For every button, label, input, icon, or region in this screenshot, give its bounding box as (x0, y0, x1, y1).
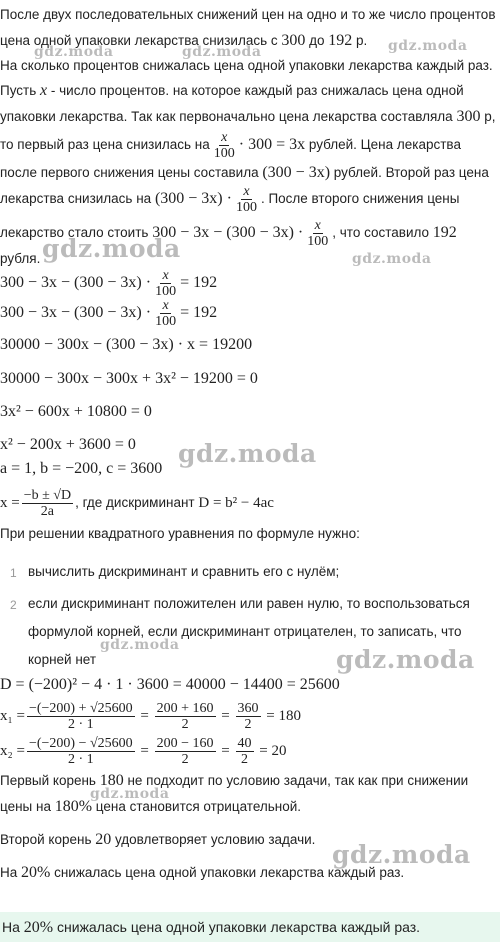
text-line: На 20% снижалась цена одной упаковки лекарства каждый раз. (0, 864, 405, 881)
text-line: то первый раз цена снизилась на $\frac{x}{100}$ · 300 = 3x рублей. Цена лекарства (0, 129, 461, 161)
equation: 30000 − 300x − 300x + 3x² − 19200 = 0 (0, 370, 258, 387)
text-line: Второй корень 20 удовлетворяет условию задачи. (0, 831, 316, 848)
list-item: корней нет (28, 652, 97, 667)
text-line: рубля. (0, 251, 41, 266)
equation: 30000 − 300x − (300 − 3x) · x = 19200 (0, 336, 253, 353)
equation: 300 − 3x − (300 − 3x) · $\frac{x}{100}$ = 192 (0, 267, 218, 299)
equation: 300 − 3x − (300 − 3x) · $\frac{x}{100}$ = 192 (0, 297, 218, 329)
fraction: $\frac{x}{100}$ (155, 297, 177, 329)
text-line: лекарство стало стоить 300 − 3x − (300 − 3x) · $\frac{x}{100}$ , что составило 192 (0, 217, 457, 249)
list-item: если дискриминант положителен или равен нулю, то воспользоваться (28, 596, 470, 611)
watermark: gdz.moda (34, 44, 114, 60)
text-line: Пусть x - число процентов. на которое каждый раз снижалась цена одной (0, 82, 464, 99)
equation: 3x² − 600x + 10800 = 0 (0, 403, 152, 420)
text-line: после первого снижения цены составила (300 − 3x) рублей. Второй раз цена (0, 164, 489, 181)
text-line: цена одной упаковки лекарства снизилась с 300 до 192 р. (0, 32, 368, 49)
watermark: gdz.moda (336, 645, 475, 674)
watermark: gdz.moda (42, 234, 181, 263)
fraction: $\frac{-(-200) + √25600}{2 \cdot 1}$ (28, 701, 133, 733)
fraction: $\frac{40}{2}$ (237, 736, 252, 768)
equation: x² − 200x + 3600 = 0 (0, 436, 136, 453)
equation: a = 1, b = −200, c = 3600 (0, 460, 163, 477)
fraction: $\frac{360}{2}$ (237, 701, 259, 733)
watermark: gdz.moda (388, 38, 468, 54)
fraction: $\frac{-(-200) - √25600}{2 \cdot 1}$ (28, 736, 133, 768)
quadratic-formula: x = $\frac{-b \pm √D}{2a}$ , где дискриминант D = b² − 4ac (0, 488, 274, 520)
list-number: 1 (10, 566, 17, 580)
watermark: gdz.moda (352, 251, 432, 267)
fraction: $\frac{x}{100}$ (213, 129, 235, 161)
watermark: gdz.moda (178, 439, 317, 468)
watermark: gdz.moda (100, 637, 180, 653)
fraction: $\frac{x}{100}$ (155, 267, 177, 299)
watermark: gdz.moda (182, 44, 262, 60)
answer-line: На 20% снижалась цена одной упаковки лекарства каждый раз. (2, 919, 421, 936)
equation: D = (−200)² − 4 · 1 · 3600 = 40000 − 14400 = 25600 (0, 676, 340, 693)
root-x2: x₂ = $\frac{-(-200) - √25600}{2 \cdot 1}$ = $\frac{200 - 160}{2}$ = $\frac{40}{2}$ = 20 (0, 736, 287, 768)
text-line: Первый корень 180 не подходит по условию задачи, так как при снижении (0, 772, 469, 789)
text-line: После двух последовательных снижений цен на одно и то же число процентов (0, 7, 496, 22)
watermark: gdz.moda (332, 840, 471, 869)
text-line: цены на 180% цена становится отрицательной. (0, 798, 302, 815)
text-line: При решении квадратного уравнения по формуле нужно: (0, 526, 360, 541)
watermark: gdz.moda (90, 786, 170, 802)
question-line: На сколько процентов снижалась цена одной упаковки лекарства каждый раз. (0, 58, 493, 73)
text-line: лекарства снизилась на (300 − 3x) · $\frac{x}{100}$ . После второго снижения цены (0, 183, 460, 215)
root-x1: x₁ = $\frac{-(-200) + √25600}{2 \cdot 1}$ = $\frac{200 + 160}{2}$ = $\frac{360}{2}$ = 180 (0, 701, 301, 733)
fraction: $\frac{-b \pm √D}{2a}$ (23, 488, 72, 520)
list-item: формулой корней, если дискриминант отрицателен, то записать, что (28, 624, 462, 639)
list-number: 2 (10, 598, 17, 612)
fraction: $\frac{200 - 160}{2}$ (156, 736, 214, 768)
list-item: вычислить дискриминант и сравнить его с нулём; (28, 564, 340, 579)
fraction: $\frac{200 + 160}{2}$ (156, 701, 214, 733)
text-line: упаковки лекарства. Так как первоначально цена лекарства составляла 300 р, (0, 108, 496, 125)
fraction: $\frac{x}{100}$ (307, 217, 329, 249)
fraction: $\frac{x}{100}$ (235, 183, 257, 215)
